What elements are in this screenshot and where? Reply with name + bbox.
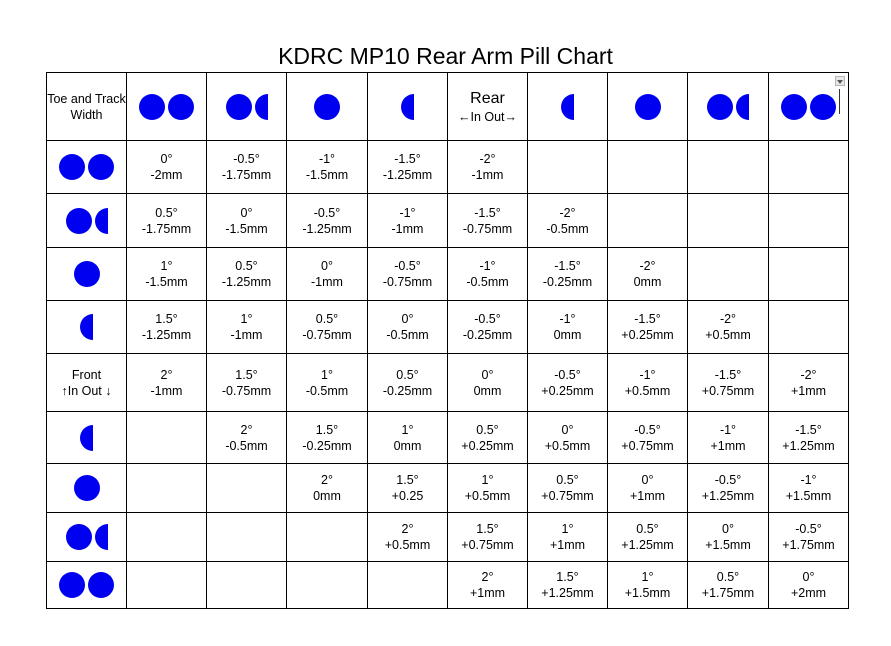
pill-full-half <box>688 94 768 120</box>
setting-cell <box>769 562 849 609</box>
setting-cell <box>688 301 769 354</box>
table-row <box>47 248 849 301</box>
half-pill-icon <box>401 94 414 120</box>
setting-cell <box>448 513 528 562</box>
setting-cell <box>448 301 528 354</box>
toe-value: 1° <box>240 312 253 326</box>
toe-value: -1° <box>479 259 496 273</box>
track-width-value: +1.25mm <box>541 586 594 600</box>
empty-cell <box>287 562 368 609</box>
setting-cell <box>448 354 528 412</box>
text-cursor <box>839 89 840 114</box>
track-width-value: -0.25mm <box>542 275 593 289</box>
setting-cell <box>608 412 688 464</box>
track-width-value: -0.25mm <box>462 328 513 342</box>
toe-value: 2° <box>240 422 253 437</box>
empty-cell <box>769 141 849 194</box>
toe-value: -1° <box>559 312 576 326</box>
toe-value: -1° <box>719 422 737 437</box>
track-width-value: 0mm <box>473 383 502 398</box>
row-header-2 <box>47 248 127 301</box>
setting-cell <box>528 513 608 562</box>
track-width-value: -0.75mm <box>302 328 352 342</box>
toe-value: -2° <box>479 152 496 166</box>
toe-value: -1.5° <box>634 312 661 326</box>
track-width-value: 0mm <box>313 489 341 503</box>
full-pill-icon <box>66 208 92 234</box>
track-width-value: +0.5mm <box>624 383 671 398</box>
empty-cell <box>127 562 207 609</box>
toe-value: -1° <box>399 205 416 220</box>
rear-label-cell <box>448 73 528 141</box>
pill-half <box>47 425 126 451</box>
setting-cell <box>368 141 448 194</box>
half-pill-icon <box>561 94 574 120</box>
track-width-value: -2mm <box>150 168 183 182</box>
half-pill-icon <box>95 524 108 550</box>
toe-value: 1.5° <box>315 422 339 437</box>
track-width-value: -1.25mm <box>302 221 352 236</box>
pill-full <box>287 94 367 120</box>
setting-cell <box>688 464 769 513</box>
setting-cell <box>528 354 608 412</box>
track-width-value: +1.75mm <box>782 538 835 552</box>
page-title: KDRC MP10 Rear Arm Pill Chart <box>278 43 613 69</box>
toe-value: -1.5° <box>714 367 742 382</box>
table-row <box>47 562 849 609</box>
empty-cell <box>608 141 688 194</box>
setting-cell <box>769 513 849 562</box>
setting-cell <box>368 354 448 412</box>
track-width-value: +0.75mm <box>621 438 674 453</box>
setting-cell <box>207 301 287 354</box>
setting-cell <box>448 141 528 194</box>
column-header-2 <box>287 73 368 141</box>
setting-cell <box>127 141 207 194</box>
toe-value: 1° <box>160 259 173 273</box>
track-width-value: -1.25mm <box>141 328 192 342</box>
toe-value: -2° <box>559 205 576 220</box>
track-width-value: +1.5mm <box>785 489 832 503</box>
toe-value: 0.5° <box>636 522 659 536</box>
empty-cell <box>127 412 207 464</box>
row-header-7 <box>47 513 127 562</box>
track-width-value: -1.25mm <box>221 275 272 289</box>
track-width-value: 0mm <box>633 275 662 289</box>
empty-cell <box>608 194 688 248</box>
track-width-value: -1.5mm <box>145 275 188 289</box>
row-header-6 <box>47 464 127 513</box>
toe-value: -2° <box>800 367 817 382</box>
track-width-value: -1.75mm <box>141 221 192 236</box>
toe-value: -1° <box>639 367 656 382</box>
track-width-value: -0.5mm <box>305 383 349 398</box>
track-width-value: +1.25mm <box>782 438 835 453</box>
track-width-value: +1mm <box>790 383 827 398</box>
full-pill-icon <box>59 154 85 180</box>
toe-value: 0.5° <box>716 570 740 584</box>
toe-value: 2° <box>321 473 333 487</box>
empty-cell <box>287 513 368 562</box>
track-width-value: +0.75mm <box>701 383 755 398</box>
toe-value: -2° <box>719 312 737 326</box>
pill-full <box>608 94 687 120</box>
setting-cell <box>207 354 287 412</box>
toe-value: -1.5° <box>474 205 501 220</box>
toe-value: 2° <box>160 367 173 382</box>
toe-value: -1.5° <box>795 422 822 437</box>
toe-value: -0.5° <box>233 152 260 166</box>
pill-half <box>528 94 607 120</box>
corner-label: Toe and Track Width <box>47 73 127 141</box>
setting-cell <box>528 412 608 464</box>
setting-cell <box>207 412 287 464</box>
empty-cell <box>207 513 287 562</box>
row-header-5 <box>47 412 127 464</box>
toe-value: -0.5° <box>634 422 661 437</box>
toe-value: 1.5° <box>476 522 499 536</box>
empty-cell <box>127 513 207 562</box>
pill-full <box>47 261 126 287</box>
toe-value: -1° <box>800 473 817 487</box>
track-width-value: +1.75mm <box>701 586 755 600</box>
row-header-3 <box>47 301 127 354</box>
track-width-value: 0mm <box>553 328 582 342</box>
setting-cell <box>528 248 608 301</box>
track-width-value: 0mm <box>393 438 422 453</box>
full-pill-icon <box>88 154 114 180</box>
empty-cell <box>368 562 448 609</box>
toe-value: 0° <box>481 367 494 382</box>
track-width-value: +2mm <box>790 586 827 600</box>
toe-value: 0° <box>802 570 815 584</box>
empty-cell <box>207 562 287 609</box>
toe-value: 0.5° <box>476 422 499 437</box>
toe-value: 0° <box>641 473 654 487</box>
setting-cell <box>127 194 207 248</box>
toe-value: 1.5° <box>396 473 419 487</box>
setting-cell <box>368 301 448 354</box>
track-width-value: -0.75mm <box>382 275 433 289</box>
table-row <box>47 513 849 562</box>
setting-cell <box>287 248 368 301</box>
setting-cell <box>368 248 448 301</box>
toe-value: -0.5° <box>313 205 341 220</box>
toe-value: 0° <box>240 205 253 220</box>
toe-value: 0° <box>160 152 173 166</box>
full-pill-icon <box>168 94 194 120</box>
setting-cell <box>368 464 448 513</box>
track-width-value: -1mm <box>230 328 263 342</box>
full-pill-icon <box>707 94 733 120</box>
track-width-value: +0.25 <box>391 489 424 503</box>
track-width-value: -0.5mm <box>225 438 268 453</box>
toe-value: 0.5° <box>235 259 258 273</box>
track-width-value: +0.75mm <box>461 538 514 552</box>
track-width-value: +1mm <box>549 538 586 552</box>
full-pill-icon <box>226 94 252 120</box>
toe-value: -0.5° <box>714 473 742 487</box>
full-pill-icon <box>810 94 836 120</box>
setting-cell <box>688 354 769 412</box>
pill-full-half <box>47 524 126 550</box>
pill-full-half <box>47 208 126 234</box>
full-pill-icon <box>88 572 114 598</box>
toe-value: -0.5° <box>474 312 501 326</box>
table-row <box>47 354 849 412</box>
track-width-value: -1mm <box>311 275 343 289</box>
toe-value: -0.5° <box>554 367 581 382</box>
empty-cell <box>769 248 849 301</box>
toe-value: 1° <box>641 570 654 584</box>
track-width-value: +1.5mm <box>624 586 671 600</box>
setting-cell <box>127 354 207 412</box>
track-width-value: +1.25mm <box>621 538 674 552</box>
track-width-value: -1.5mm <box>305 168 349 182</box>
track-width-value: -1mm <box>391 221 424 236</box>
row-header-0 <box>47 141 127 194</box>
track-width-value: -0.75mm <box>462 221 513 236</box>
toe-value: 0.5° <box>315 312 339 326</box>
half-pill-icon <box>80 425 93 451</box>
track-width-value: +1.25mm <box>701 489 755 503</box>
track-width-value: +0.5mm <box>464 489 511 503</box>
setting-cell <box>688 513 769 562</box>
setting-cell <box>368 412 448 464</box>
setting-cell <box>287 412 368 464</box>
setting-cell <box>368 513 448 562</box>
setting-cell <box>608 248 688 301</box>
track-width-value: +0.5mm <box>544 438 591 453</box>
setting-cell <box>608 513 688 562</box>
empty-cell <box>769 301 849 354</box>
track-width-value: -0.25mm <box>382 383 433 398</box>
toe-value: 1° <box>561 522 574 536</box>
column-header-3 <box>368 73 448 141</box>
track-width-value: -0.5mm <box>466 275 509 289</box>
setting-cell <box>608 301 688 354</box>
half-pill-icon <box>80 314 93 340</box>
track-width-value: -0.5mm <box>546 221 589 236</box>
full-pill-icon <box>635 94 661 120</box>
track-width-value: +1mm <box>629 489 666 503</box>
setting-cell <box>127 301 207 354</box>
column-header-0 <box>127 73 207 141</box>
setting-cell <box>207 141 287 194</box>
header-row <box>47 73 849 141</box>
pill-half <box>368 94 447 120</box>
setting-cell <box>608 562 688 609</box>
column-header-5 <box>528 73 608 141</box>
toe-value: -1° <box>318 152 336 166</box>
rear-direction: ←In Out→ <box>457 109 518 124</box>
empty-cell <box>688 248 769 301</box>
setting-cell <box>448 562 528 609</box>
track-width-value: -0.5mm <box>386 328 429 342</box>
toe-value: -0.5° <box>394 259 421 273</box>
table-row <box>47 464 849 513</box>
track-width-value: +0.5mm <box>384 538 431 552</box>
toe-value: 0.5° <box>155 205 178 220</box>
table-row <box>47 412 849 464</box>
toe-value: -1.5° <box>554 259 581 273</box>
track-width-value: +0.25mm <box>541 383 594 398</box>
pill-full <box>47 475 126 501</box>
track-width-value: -1.5mm <box>225 221 268 236</box>
toe-value: 0.5° <box>556 473 579 487</box>
setting-cell <box>207 194 287 248</box>
full-pill-icon <box>139 94 165 120</box>
toe-value: 0° <box>321 259 333 273</box>
empty-cell <box>207 464 287 513</box>
setting-cell <box>769 464 849 513</box>
full-pill-icon <box>74 475 100 501</box>
setting-cell <box>207 248 287 301</box>
column-header-7 <box>688 73 769 141</box>
setting-cell <box>287 301 368 354</box>
setting-cell <box>448 248 528 301</box>
empty-cell <box>688 141 769 194</box>
track-width-value: -1.25mm <box>382 168 433 182</box>
empty-cell <box>528 141 608 194</box>
setting-cell <box>688 412 769 464</box>
column-header-6 <box>608 73 688 141</box>
setting-cell <box>608 354 688 412</box>
toe-value: -0.5° <box>795 522 822 536</box>
setting-cell <box>368 194 448 248</box>
setting-cell <box>287 354 368 412</box>
full-pill-icon <box>314 94 340 120</box>
setting-cell <box>528 301 608 354</box>
column-header-1 <box>207 73 287 141</box>
setting-cell <box>448 464 528 513</box>
pill-two-full <box>127 94 206 120</box>
setting-cell <box>448 194 528 248</box>
pill-chart-table <box>46 72 849 609</box>
toe-value: 2° <box>481 570 494 584</box>
half-pill-icon <box>95 208 108 234</box>
setting-cell <box>769 412 849 464</box>
front-direction: ↑In Out ↓ <box>61 383 112 398</box>
setting-cell <box>287 464 368 513</box>
front-label: Front <box>71 367 102 382</box>
track-width-value: -1mm <box>471 168 504 182</box>
setting-cell <box>528 194 608 248</box>
track-width-value: -1.75mm <box>221 168 272 182</box>
empty-cell <box>688 194 769 248</box>
track-width-value: +1.5mm <box>705 538 751 552</box>
track-width-value: +1mm <box>469 586 506 600</box>
track-width-value: +0.25mm <box>461 438 514 453</box>
setting-cell <box>769 354 849 412</box>
toe-value: 1.5° <box>155 312 178 326</box>
dropdown-arrow-button[interactable] <box>835 76 845 86</box>
track-width-value: -0.75mm <box>221 383 272 398</box>
toe-value: 0° <box>722 522 734 536</box>
table-row <box>47 301 849 354</box>
track-width-value: +0.75mm <box>541 489 594 503</box>
track-width-value: +0.25mm <box>621 328 674 342</box>
toe-value: -2° <box>639 259 656 273</box>
toe-value: 0° <box>401 312 414 326</box>
pill-full-half <box>207 94 286 120</box>
setting-cell <box>608 464 688 513</box>
track-width-value: -1mm <box>150 383 183 398</box>
full-pill-icon <box>781 94 807 120</box>
setting-cell <box>688 562 769 609</box>
track-width-value: -0.25mm <box>302 438 352 453</box>
toe-value: 1° <box>401 422 414 437</box>
track-width-value: +0.5mm <box>705 328 751 342</box>
toe-value: 2° <box>401 522 414 536</box>
setting-cell <box>528 464 608 513</box>
pill-two-full <box>769 94 848 120</box>
full-pill-icon <box>59 572 85 598</box>
setting-cell <box>287 194 368 248</box>
row-header-1 <box>47 194 127 248</box>
toe-value: -1.5° <box>394 152 421 166</box>
row-header-8 <box>47 562 127 609</box>
setting-cell <box>287 141 368 194</box>
table-row <box>47 194 849 248</box>
half-pill-icon <box>736 94 749 120</box>
toe-value: 1.5° <box>556 570 579 584</box>
toe-value: 0.5° <box>396 367 419 382</box>
front-label-cell <box>47 354 127 412</box>
empty-cell <box>127 464 207 513</box>
half-pill-icon <box>255 94 268 120</box>
setting-cell <box>127 248 207 301</box>
table-row <box>47 141 849 194</box>
pill-two-full <box>47 572 126 598</box>
full-pill-icon <box>74 261 100 287</box>
rear-label: Rear <box>470 89 505 107</box>
setting-cell <box>528 562 608 609</box>
toe-value: 1° <box>481 473 494 487</box>
toe-value: 1.5° <box>235 367 258 382</box>
track-width-value: +1mm <box>710 438 746 453</box>
pill-half <box>47 314 126 340</box>
toe-value: 1° <box>321 367 333 382</box>
toe-value: 0° <box>561 422 574 437</box>
setting-cell <box>448 412 528 464</box>
pill-two-full <box>47 154 126 180</box>
empty-cell <box>769 194 849 248</box>
full-pill-icon <box>66 524 92 550</box>
